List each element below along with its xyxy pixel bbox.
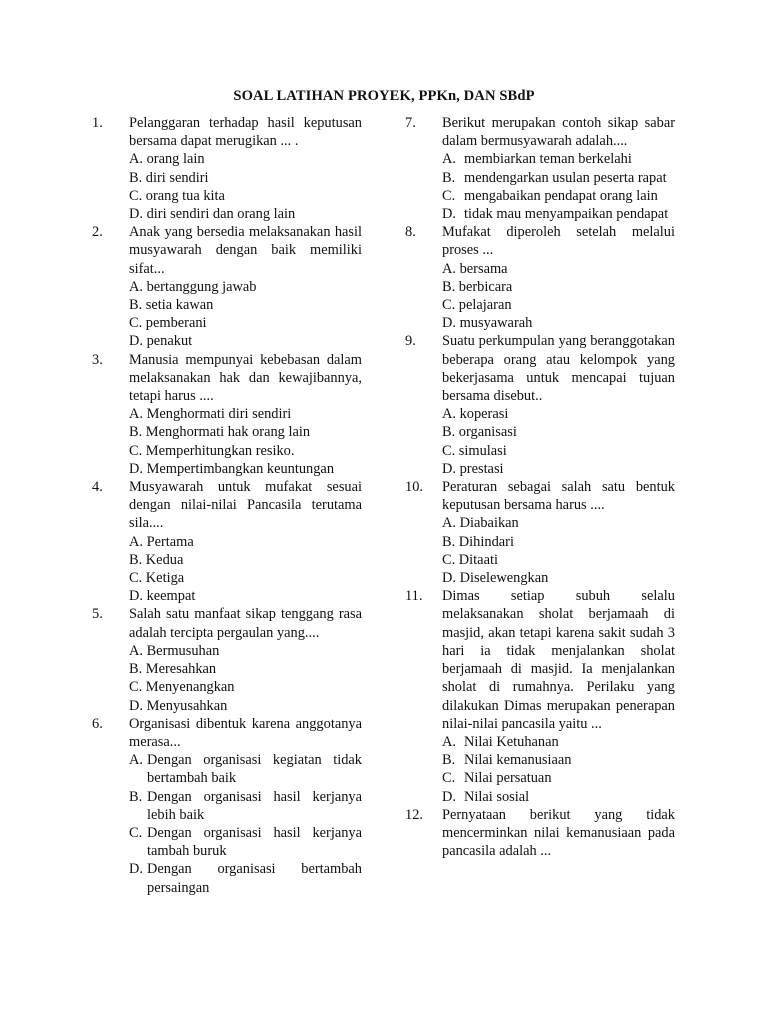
answer-option: D. keempat: [129, 588, 196, 605]
question-text: Musyawarah untuk mufakat sesuai dengan nilai-nilai Pancasila terutama sila....: [129, 479, 362, 532]
option-letter: C.: [129, 824, 143, 841]
option-text: Nilai Ketuhanan: [464, 733, 559, 750]
question-text: Organisasi dibentuk karena anggotanya merasa...: [129, 715, 362, 750]
question-11: [405, 587, 675, 805]
left-column: [92, 114, 362, 897]
answer-option: A. Pertama: [129, 533, 194, 550]
question-1: [92, 114, 362, 223]
question-8: [405, 223, 675, 332]
answer-option: A. orang lain: [129, 151, 205, 168]
question-number: 2.: [92, 224, 103, 241]
question-number: 9.: [405, 333, 416, 350]
answer-option: [129, 788, 362, 824]
question-text: Pernyataan berikut yang tidak mencerminkan nilai kemanusiaan pada pancasila adalah ...: [442, 806, 675, 860]
option-letter: D.: [442, 206, 456, 223]
option-letter: B.: [442, 752, 456, 769]
answer-option: [442, 205, 675, 223]
answer-option: [442, 733, 675, 751]
option-text: Dengan organisasi bertambah persaingan: [147, 861, 362, 896]
answer-option: A. Diabaikan: [442, 515, 519, 532]
option-text: Dengan organisasi hasil kerjanya lebih baik: [147, 788, 362, 823]
answer-option: C. orang tua kita: [129, 187, 225, 204]
answer-option: B. organisasi: [442, 424, 517, 441]
answer-option: A. koperasi: [442, 406, 509, 423]
question-number: 8.: [405, 224, 416, 241]
answer-option: D. musyawarah: [442, 315, 533, 332]
option-text: Dengan organisasi kegiatan tidak bertambah baik: [147, 752, 362, 787]
option-text: mendengarkan usulan peserta rapat: [464, 169, 667, 186]
answer-option: C. simulasi: [442, 442, 507, 459]
answer-option: D. Mempertimbangkan keuntungan: [129, 460, 335, 477]
question-number: 1.: [92, 115, 103, 131]
answer-option: C. pemberani: [129, 315, 207, 332]
answer-option: [442, 169, 675, 187]
answer-option: A. bertanggung jawab: [129, 278, 257, 295]
answer-option: A. Menghormati diri sendiri: [129, 406, 292, 423]
question-9: [405, 332, 675, 478]
answer-option: B. diri sendiri: [129, 169, 209, 186]
answer-option: [442, 187, 675, 205]
question-2: [92, 223, 362, 350]
option-text: tidak mau menyampaikan pendapat: [464, 206, 669, 223]
answer-option: [442, 769, 675, 787]
option-text: Nilai kemanusiaan: [464, 752, 572, 769]
question-text: Suatu perkumpulan yang beranggotakan beberapa orang atau kelompok yang bekerjasama untuk mencapai tujuan bersama disebut..: [442, 333, 675, 405]
answer-option: A. Bermusuhan: [129, 642, 220, 659]
question-number: 6.: [92, 715, 103, 732]
answer-option: D. Diselewengkan: [442, 570, 549, 587]
question-number: 5.: [92, 606, 103, 623]
option-letter: B.: [442, 169, 456, 186]
answer-option: C. Ketiga: [129, 570, 185, 587]
question-number: 11.: [405, 588, 423, 605]
question-text: Peraturan sebagai salah satu bentuk keputusan bersama harus ....: [442, 479, 675, 514]
answer-option: [442, 788, 675, 806]
question-number: 3.: [92, 351, 103, 368]
option-letter: A.: [129, 752, 143, 769]
option-letter: A.: [442, 151, 456, 168]
question-text: Mufakat diperoleh setelah melalui proses ...: [442, 224, 675, 259]
answer-option: D. Menyusahkan: [129, 697, 228, 714]
option-text: Nilai persatuan: [464, 770, 552, 787]
question-text: Manusia mempunyai kebebasan dalam melaksanakan hak dan kewajibannya, tetapi harus ....: [129, 351, 362, 405]
question-5: [92, 605, 362, 714]
question-number: 7.: [405, 115, 416, 131]
answer-option: B. setia kawan: [129, 297, 214, 314]
question-text: Berikut merupakan contoh sikap sabar dalam bermusyawarah adalah....: [442, 115, 675, 150]
answer-option: [442, 150, 675, 168]
answer-option: A. bersama: [442, 260, 508, 277]
answer-option: D. diri sendiri dan orang lain: [129, 206, 296, 223]
answer-option: [129, 824, 362, 860]
answer-option: [129, 751, 362, 787]
question-text: Salah satu manfaat sikap tenggang rasa adalah tercipta pergaulan yang....: [129, 606, 362, 641]
question-text: Anak yang bersedia melaksanakan hasil musyawarah dengan baik memiliki sifat...: [129, 224, 362, 277]
answer-option: C. pelajaran: [442, 297, 512, 314]
question-12: [405, 806, 675, 861]
answer-option: C. Memperhitungkan resiko.: [129, 442, 295, 459]
question-text: Dimas setiap subuh selalu melaksanakan sholat berjamaah di masjid, akan tetapi karena sakit sudah 3 hari ia tidak menjalankan sholat berjamaah di masjid. Ia menjalankan sholat di rumahnya. Perilaku yang dilakukan Dimas merupakan penerapan nilai-nilai pancasila yaitu ...: [442, 588, 675, 732]
option-text: Nilai sosial: [464, 788, 530, 805]
answer-option: B. Meresahkan: [129, 661, 217, 678]
option-letter: B.: [129, 788, 143, 805]
question-number: 10.: [405, 479, 423, 496]
right-column: [405, 114, 675, 860]
question-6: [92, 715, 362, 897]
question-7: [405, 114, 675, 223]
question-10: [405, 478, 675, 587]
option-letter: C.: [442, 770, 456, 787]
question-4: [92, 478, 362, 605]
option-text: membiarkan teman berkelahi: [464, 151, 632, 168]
option-letter: A.: [442, 733, 456, 750]
page-title: SOAL LATIHAN PROYEK, PPKn, DAN SBdP: [233, 88, 535, 104]
option-text: Dengan organisasi hasil kerjanya tambah buruk: [147, 824, 362, 860]
answer-option: C. Ditaati: [442, 551, 498, 568]
option-letter: C.: [442, 187, 456, 204]
option-letter: D.: [129, 861, 143, 878]
option-letter: D.: [442, 788, 456, 805]
answer-option: [442, 751, 675, 769]
answer-option: D. prestasi: [442, 460, 504, 477]
answer-option: B. Menghormati hak orang lain: [129, 424, 311, 441]
option-text: mengabaikan pendapat orang lain: [464, 187, 658, 204]
answer-option: B. berbicara: [442, 278, 513, 295]
answer-option: C. Menyenangkan: [129, 679, 235, 696]
answer-option: D. penakut: [129, 333, 193, 350]
answer-option: B. Kedua: [129, 551, 184, 568]
question-number: 4.: [92, 479, 103, 496]
question-3: [92, 351, 362, 478]
question-number: 12.: [405, 806, 423, 823]
answer-option: [129, 860, 362, 896]
answer-option: B. Dihindari: [442, 533, 514, 550]
question-text: Pelanggaran terhadap hasil keputusan bersama dapat merugikan ... .: [129, 115, 362, 150]
